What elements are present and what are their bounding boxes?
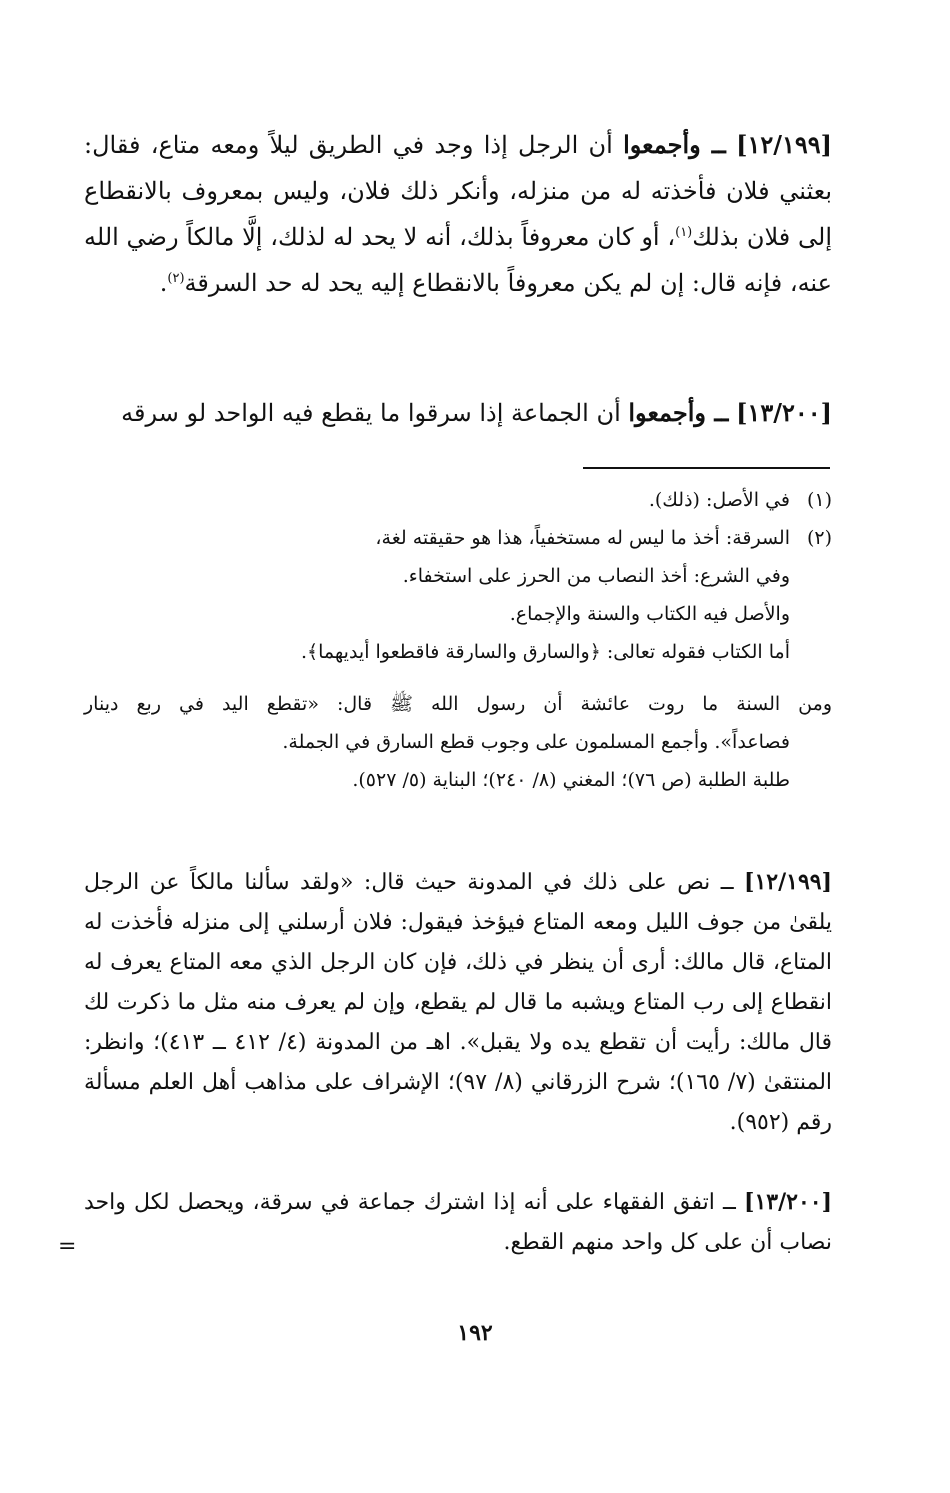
footnote-line: طلبة الطلبة (ص ٧٦)؛ المغني (٨/ ٢٤٠)؛ البناية (٥/ ٥٢٧). [352,769,790,791]
footnote-line: ومن السنة ما روت عائشة أن رسول الله ﷺ قال: «تقطع اليد في ربع دينار [84,693,832,715]
footnote-number: (١) [806,489,832,511]
footnote-indented-lines [84,723,832,799]
footnote-line: أما الكتاب فقوله تعالى: ﴿والسارق والسارقة فاقطعوا أيديهما﴾. [300,641,790,663]
paragraph-lead: ــ وأجمعوا [623,130,726,159]
paragraph-lead: ــ وأجمعوا [628,398,729,427]
commentary-reference: [١٣/٢٠٠] [744,1189,832,1215]
paragraph-text: أن الرجل إذا وجد في الطريق ليلاً ومعه متاع، فقال: بعثني فلان فأخذته له من منزله، وأنكر ذلك فلان، وليس بمعروف بالانقطاع إلى فلان بذلك [84,131,832,251]
commentary-paragraph-1 [84,862,832,1143]
footnote-line: والأصل فيه الكتاب والسنة والإجماع. [509,603,790,625]
footnote-line: وفي الشرع: أخذ النصاب من الحرز على استخفاء. [402,565,790,587]
footnote-2 [84,519,832,671]
paragraph-reference: [١٢/١٩٩] [736,130,833,159]
main-paragraph-1 [84,122,832,306]
main-paragraph-2 [84,390,832,436]
commentary-paragraph-2 [84,1182,832,1263]
footnote-line: فصاعداً». وأجمع المسلمون على وجوب قطع السارق في الجملة. [282,731,790,753]
page-number: ١٩٢ [457,1320,493,1346]
commentary-text: ــ نص على ذلك في المدونة حيث قال: «ولقد سألنا مالكاً عن الرجل يلقىٰ من جوف الليل ومعه المتاع فيؤخذ فيقول: فلان أرسلني إلى منزله فأخذت له المتاع، قال مالك: أرى أن ينظر في ذلك، فإن كان الرجل الذي معه المتاع يعرف له انقطاع إلى رب المتاع ويشبه ما قال لم يقطع، وإن لم يعرف منه مثل ما ذكرت لك قال مالك: رأيت أن تقطع يده ولا يقبل». اهـ من المدونة (٤/ ٤١٢ ــ ٤١٣)؛ وانظر: المنتقىٰ (٧/ ١٦٥)؛ شرح الزرقاني (٨/ ٩٧)؛ الإشراف على مذاهب أهل العلم مسألة رقم (٩٥٢). [84,870,833,1135]
footnote-line: في الأصل: (ذلك). [648,489,790,511]
footnotes [84,481,832,671]
continuation-mark: = [58,1234,77,1259]
footnote-marker-2: (٢) [167,271,185,286]
commentary-reference: [١٢/١٩٩] [744,869,832,895]
footnote-1 [84,481,832,519]
footnote-separator [583,467,830,469]
commentary-text: ــ اتفق الفقهاء على أنه إذا اشترك جماعة في سرقة، ويحصل لكل واحد نصاب أن على كل واحد منهم القطع. [84,1190,832,1255]
paragraph-reference: [١٣/٢٠٠] [736,398,832,427]
footnote-marker-1: (١) [675,225,693,240]
footnote-2-continued [84,685,832,799]
footnote-line: السرقة: أخذ ما ليس له مستخفياً، هذا هو حقيقته لغة، [375,527,790,549]
paragraph-text: أن الجماعة إذا سرقوا ما يقطع فيه الواحد لو سرقه [121,399,629,427]
paragraph-text: ، أو كان معروفاً بذلك، أنه لا يحد له لذلك، إلَّا مالكاً رضي الله عنه، فإنه قال: إن لم يكن معروفاً بالانقطاع إليه يحد له حد السرقة [84,223,832,297]
paragraph-end: . [159,269,168,297]
footnote-number: (٢) [806,527,832,549]
